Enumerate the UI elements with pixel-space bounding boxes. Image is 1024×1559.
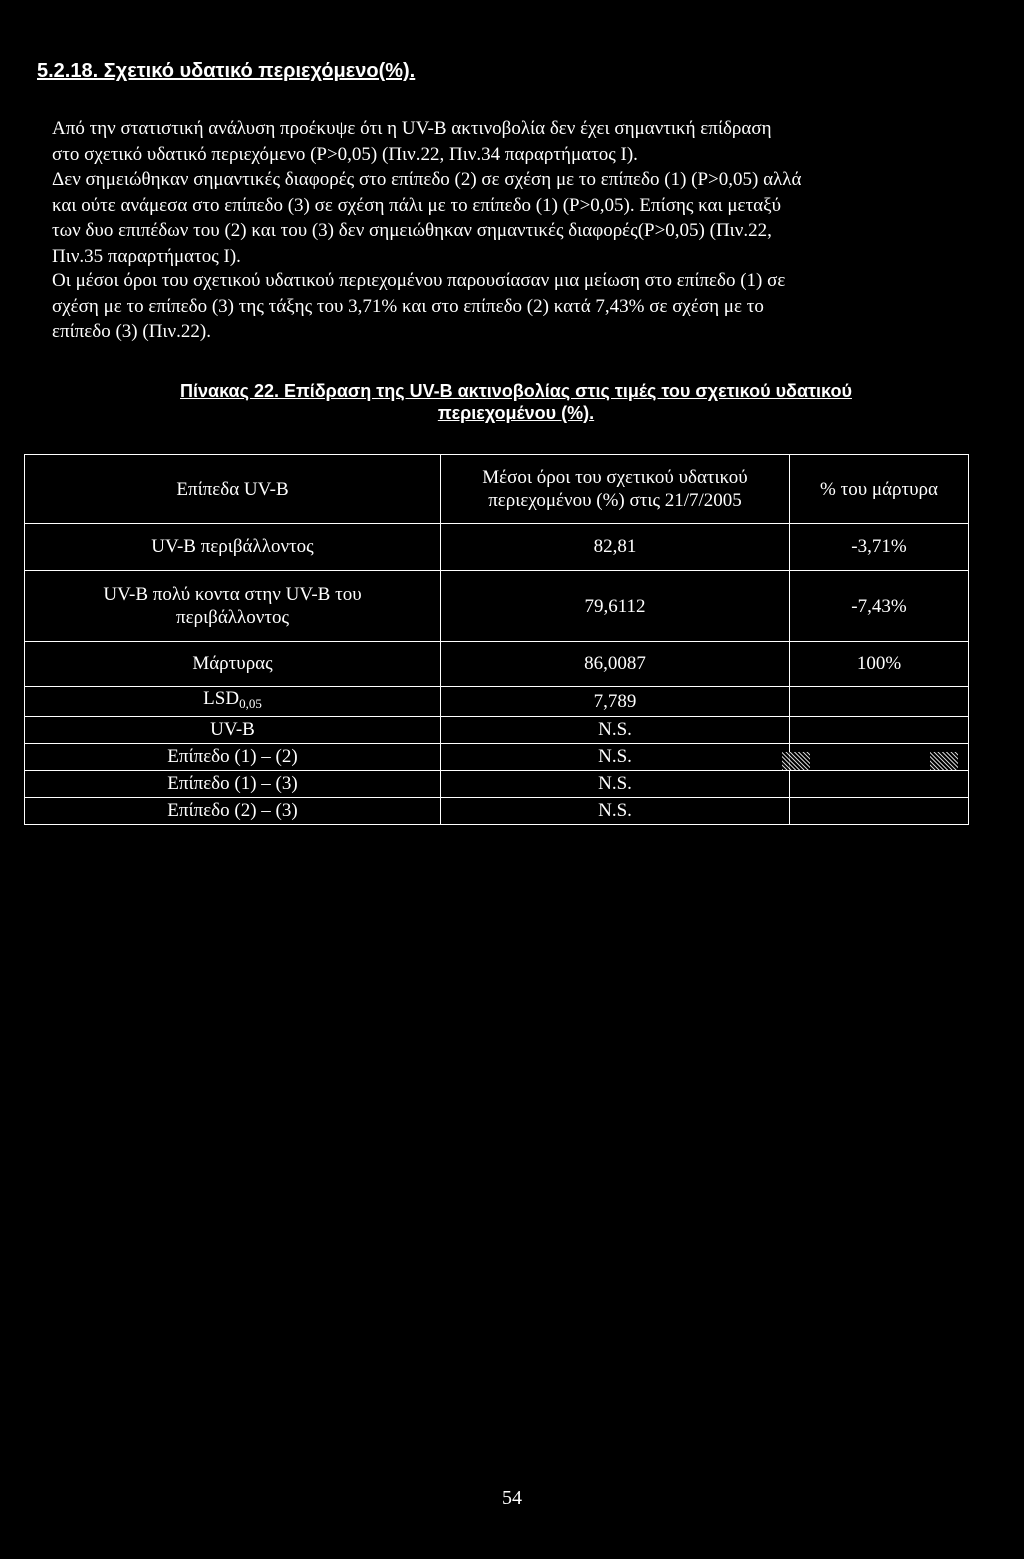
paragraph-1 bbox=[52, 116, 914, 270]
header-uvb-levels: Επίπεδα UV-B bbox=[25, 455, 441, 524]
stat-label: Επίπεδο (2) – (3) bbox=[25, 798, 441, 825]
stat-label bbox=[25, 687, 441, 717]
stat-label-subscript: 0,05 bbox=[239, 696, 262, 711]
stat-value: N.S. bbox=[441, 717, 790, 744]
cell-level: Μάρτυρας bbox=[25, 642, 441, 687]
table-caption bbox=[80, 380, 952, 424]
header-mean-values bbox=[441, 455, 790, 524]
paragraph-line: σχέση με το επίπεδο (3) της τάξης του 3,71% και στο επίπεδο (2) κατά 7,43% σε σχέση με το bbox=[52, 295, 764, 317]
paragraph-2 bbox=[52, 268, 914, 345]
table-header-row bbox=[25, 455, 969, 524]
table-caption-line1: Πίνακας 22. Επίδραση της UV-B ακτινοβολίας στις τιμές του σχετικού υδατικού bbox=[180, 381, 852, 401]
cell-level bbox=[25, 571, 441, 642]
stat-label-main: LSD bbox=[203, 688, 240, 709]
page-number: 54 bbox=[502, 1487, 522, 1509]
stat-empty bbox=[790, 798, 969, 825]
cell-level: UV-B περιβάλλοντος bbox=[25, 524, 441, 571]
stat-value: N.S. bbox=[441, 744, 790, 771]
results-table bbox=[24, 454, 969, 825]
stats-row bbox=[25, 744, 969, 771]
paragraph-line: στο σχετικό υδατικό περιεχόμενο (P>0,05) (Πιν.22, Πιν.34 παραρτήματος Ι). bbox=[52, 143, 638, 165]
scan-artifact bbox=[930, 752, 958, 770]
paragraph-line: Δεν σημειώθηκαν σημαντικές διαφορές στο επίπεδο (2) σε σχέση με το επίπεδο (1) (P>0,05) αλλά bbox=[52, 169, 802, 191]
stat-value: 7,789 bbox=[441, 687, 790, 717]
stat-empty bbox=[790, 771, 969, 798]
cell-mean: 79,6112 bbox=[441, 571, 790, 642]
scan-artifact bbox=[782, 752, 810, 770]
stat-value: N.S. bbox=[441, 771, 790, 798]
stat-label: Επίπεδο (1) – (3) bbox=[25, 771, 441, 798]
paragraph-line: των δυο επιπέδων του (2) και του (3) δεν σημειώθηκαν σημαντικές διαφορές(P>0,05) (Πιν.22, bbox=[52, 220, 772, 242]
stat-value: N.S. bbox=[441, 798, 790, 825]
table-row bbox=[25, 524, 969, 571]
table-row bbox=[25, 571, 969, 642]
table-row bbox=[25, 642, 969, 687]
cell-percent: -7,43% bbox=[790, 571, 969, 642]
header-mean-line1: Μέσοι όροι του σχετικού υδατικού bbox=[482, 467, 748, 488]
stats-row bbox=[25, 798, 969, 825]
stat-label: UV-B bbox=[25, 717, 441, 744]
stats-row bbox=[25, 771, 969, 798]
stat-label: Επίπεδο (1) – (2) bbox=[25, 744, 441, 771]
header-mean-line2: περιεχομένου (%) στις 21/7/2005 bbox=[488, 490, 742, 511]
cell-mean: 86,0087 bbox=[441, 642, 790, 687]
stats-row bbox=[25, 687, 969, 717]
cell-mean: 82,81 bbox=[441, 524, 790, 571]
paragraph-line: Οι μέσοι όροι του σχετικού υδατικού περιεχομένου παρουσίασαν μια μείωση στο επίπεδο (1) σε bbox=[52, 270, 786, 291]
header-control-percent: % του μάρτυρα bbox=[790, 455, 969, 524]
cell-percent: -3,71% bbox=[790, 524, 969, 571]
paragraph-line: επίπεδο (3) (Πιν.22). bbox=[52, 321, 211, 343]
paragraph-line: Από την στατιστική ανάλυση προέκυψε ότι η UV-B ακτινοβολία δεν έχει σημαντική επίδραση bbox=[52, 118, 772, 139]
paragraph-line: Πιν.35 παραρτήματος Ι). bbox=[52, 245, 241, 267]
cell-level-line2: περιβάλλοντος bbox=[176, 607, 289, 628]
stats-row bbox=[25, 717, 969, 744]
table-caption-line2: περιεχομένου (%). bbox=[437, 403, 595, 423]
stat-empty bbox=[790, 687, 969, 717]
cell-level-line1: UV-B πολύ κοντα στην UV-B του bbox=[103, 584, 362, 605]
cell-percent: 100% bbox=[790, 642, 969, 687]
section-heading: 5.2.18. Σχετικό υδατικό περιεχόμενο(%). bbox=[37, 60, 416, 82]
stat-empty bbox=[790, 717, 969, 744]
paragraph-line: και ούτε ανάμεσα στο επίπεδο (3) σε σχέση πάλι με το επίπεδο (1) (P>0,05). Επίσης και μεταξύ bbox=[52, 194, 782, 216]
